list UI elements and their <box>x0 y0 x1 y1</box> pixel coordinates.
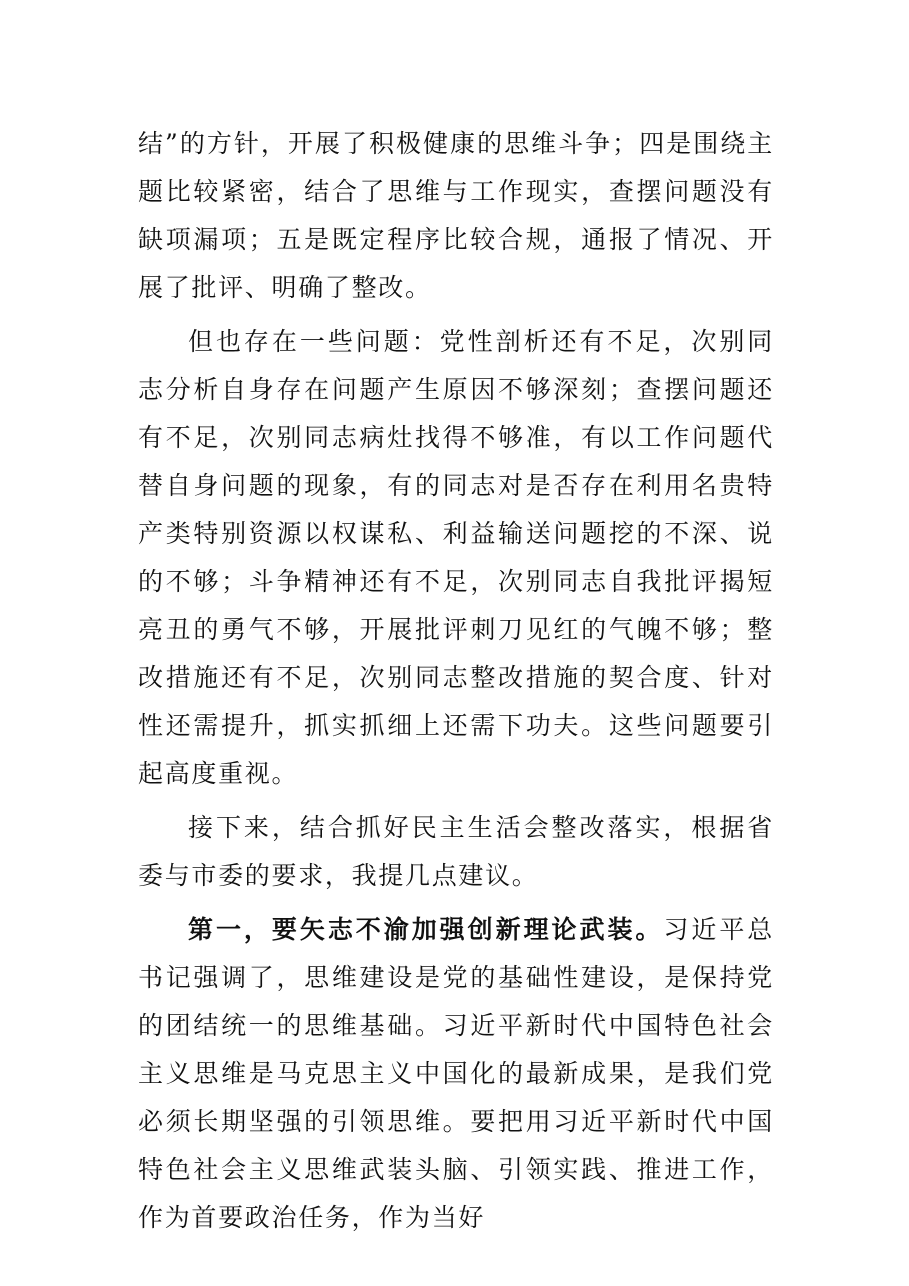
paragraph-text: 但也存在一些问题：党性剖析还有不足，次别同志分析自身存在问题产生原因不够深刻；查摆问题还有不足，次别同志病灶找得不够准，有以工作问题代替自身问题的现象，有的同志对是否存在利用名贵特产类特别资源以权谋私、利益输送问题挖的不深、说的不够；斗争精神还有不足，次别同志自我批评揭短亮丑的勇气不够，开展批评刺刀见红的气魄不够；整改措施还有不足，次别同志整改措施的契合度、针对性还需提升，抓实抓细上还需下功夫。这些问题要引起高度重视。 <box>138 327 774 788</box>
paragraph-issues <box>138 318 774 798</box>
paragraph-text: 习近平总书记强调了，思维建设是党的基础性建设，是保持党的团结统一的思维基础。习近平新时代中国特色社会主义思维是马克思主义中国化的最新成果，是我们党必须长期坚强的引领思维。要把用习近平新时代中国特色社会主义思维武装头脑、引领实践、推进工作，作为首要政治任务，作为当好 <box>138 915 774 1232</box>
paragraph-bold-lead: 第一，要矢志不渝加强创新理论武装。 <box>188 915 664 944</box>
paragraph-text: 接下来，结合抓好民主生活会整改落实，根据省委与市委的要求，我提几点建议。 <box>138 813 774 890</box>
paragraph-first-suggestion <box>138 906 774 1242</box>
paragraph-next-steps <box>138 804 774 900</box>
document-body <box>138 120 774 1248</box>
paragraph-text: 结”的方针，开展了积极健康的思维斗争；四是围绕主题比较紧密，结合了思维与工作现实，查摆问题没有缺项漏项；五是既定程序比较合规，通报了情况、开展了批评、明确了整改。 <box>138 129 774 302</box>
paragraph-continuation <box>138 120 774 312</box>
